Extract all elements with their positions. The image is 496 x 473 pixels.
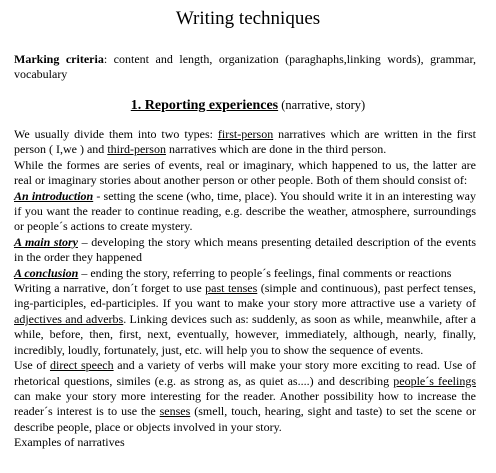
paragraph-examples-cut: Examples of narratives xyxy=(14,435,125,450)
direct-speech-term: direct speech xyxy=(49,358,114,373)
paragraph-types xyxy=(14,127,476,158)
text-run: (simple and continuous), past perfect tenses, ing-participles, ed-participles. If you want to make your story more attractive use a variety of xyxy=(14,281,477,311)
section-heading xyxy=(0,97,496,114)
page-title: Writing techniques xyxy=(175,8,321,29)
paragraph-main-story xyxy=(14,235,476,266)
introduction-text: - setting the scene (who, time, place). You should write it in an interesting way if you want the reader to continue reading, e.g. describe the weather, atmosphere, surroundings or people´s actions to create mystery. xyxy=(14,188,476,234)
main-story-text: – developing the story which means presenting detailed description of the events in the order they happened xyxy=(14,234,476,265)
paragraph-introduction xyxy=(14,189,476,235)
third-person-term: third-person xyxy=(107,142,166,157)
introduction-label: An introduction xyxy=(14,188,94,203)
section-subtitle: (narrative, story) xyxy=(278,98,366,112)
conclusion-label: A conclusion xyxy=(14,265,79,280)
text-run: (smell, touch, hearing, sight and taste) to set the scene or describe people, place or objects involved in your story. xyxy=(14,404,476,434)
text-run: Writing a narrative, don´t forget to use xyxy=(14,281,206,296)
paragraph-formes: While the formes are series of events, real or imaginary, which happened to us, the latter are real or imaginary stories about another person or other people. Both of them should consist of: xyxy=(14,157,476,188)
past-tenses-term: past tenses xyxy=(205,281,258,296)
section-title: 1. Reporting experiences xyxy=(130,98,279,113)
text-run: We usually divide them into two types: xyxy=(14,127,218,141)
criteria-text: : content and length, organization (paraghaphs,linking words), grammar, vocabulary xyxy=(14,52,476,82)
conclusion-text: – ending the story, referring to people´s feelings, final comments or reactions xyxy=(78,265,452,280)
first-person-term: first-person xyxy=(217,127,274,141)
peoples-feelings-term: people´s feelings xyxy=(393,373,476,388)
criteria-label: Marking criteria xyxy=(14,52,104,66)
senses-term: senses xyxy=(159,404,191,419)
text-run: can make your story more interesting for the reader. Another possibility how to increase the reader´s interest is to use the xyxy=(14,388,476,419)
paragraph-conclusion xyxy=(14,266,476,281)
text-run: narratives which are done in the third person. xyxy=(165,142,387,157)
text-run: Use of xyxy=(14,358,50,373)
marking-criteria xyxy=(14,52,476,83)
paragraph-narrative-tips xyxy=(14,281,476,358)
main-story-label: A main story xyxy=(14,234,78,249)
document-body xyxy=(14,127,476,451)
adjectives-adverbs-term: adjectives and adverbs xyxy=(14,311,124,326)
text-run: and a variety of verbs will make your story more exciting to read. Use of rhetorical questions, similes (e.g. as strong as, as quiet as....) and describing xyxy=(14,358,476,388)
paragraph-direct-speech xyxy=(14,358,476,435)
text-run: narratives which are written in the first person ( I,we ) and xyxy=(14,127,476,157)
text-run: . Linking devices such as: suddenly, as soon as while, meanwhile, after a while, before, then, first, next, eventually, however, immediately, although, nearly, finally, incredibly, loudly, fortunately, just, etc. will help you to show the sequence of events. xyxy=(14,311,476,357)
